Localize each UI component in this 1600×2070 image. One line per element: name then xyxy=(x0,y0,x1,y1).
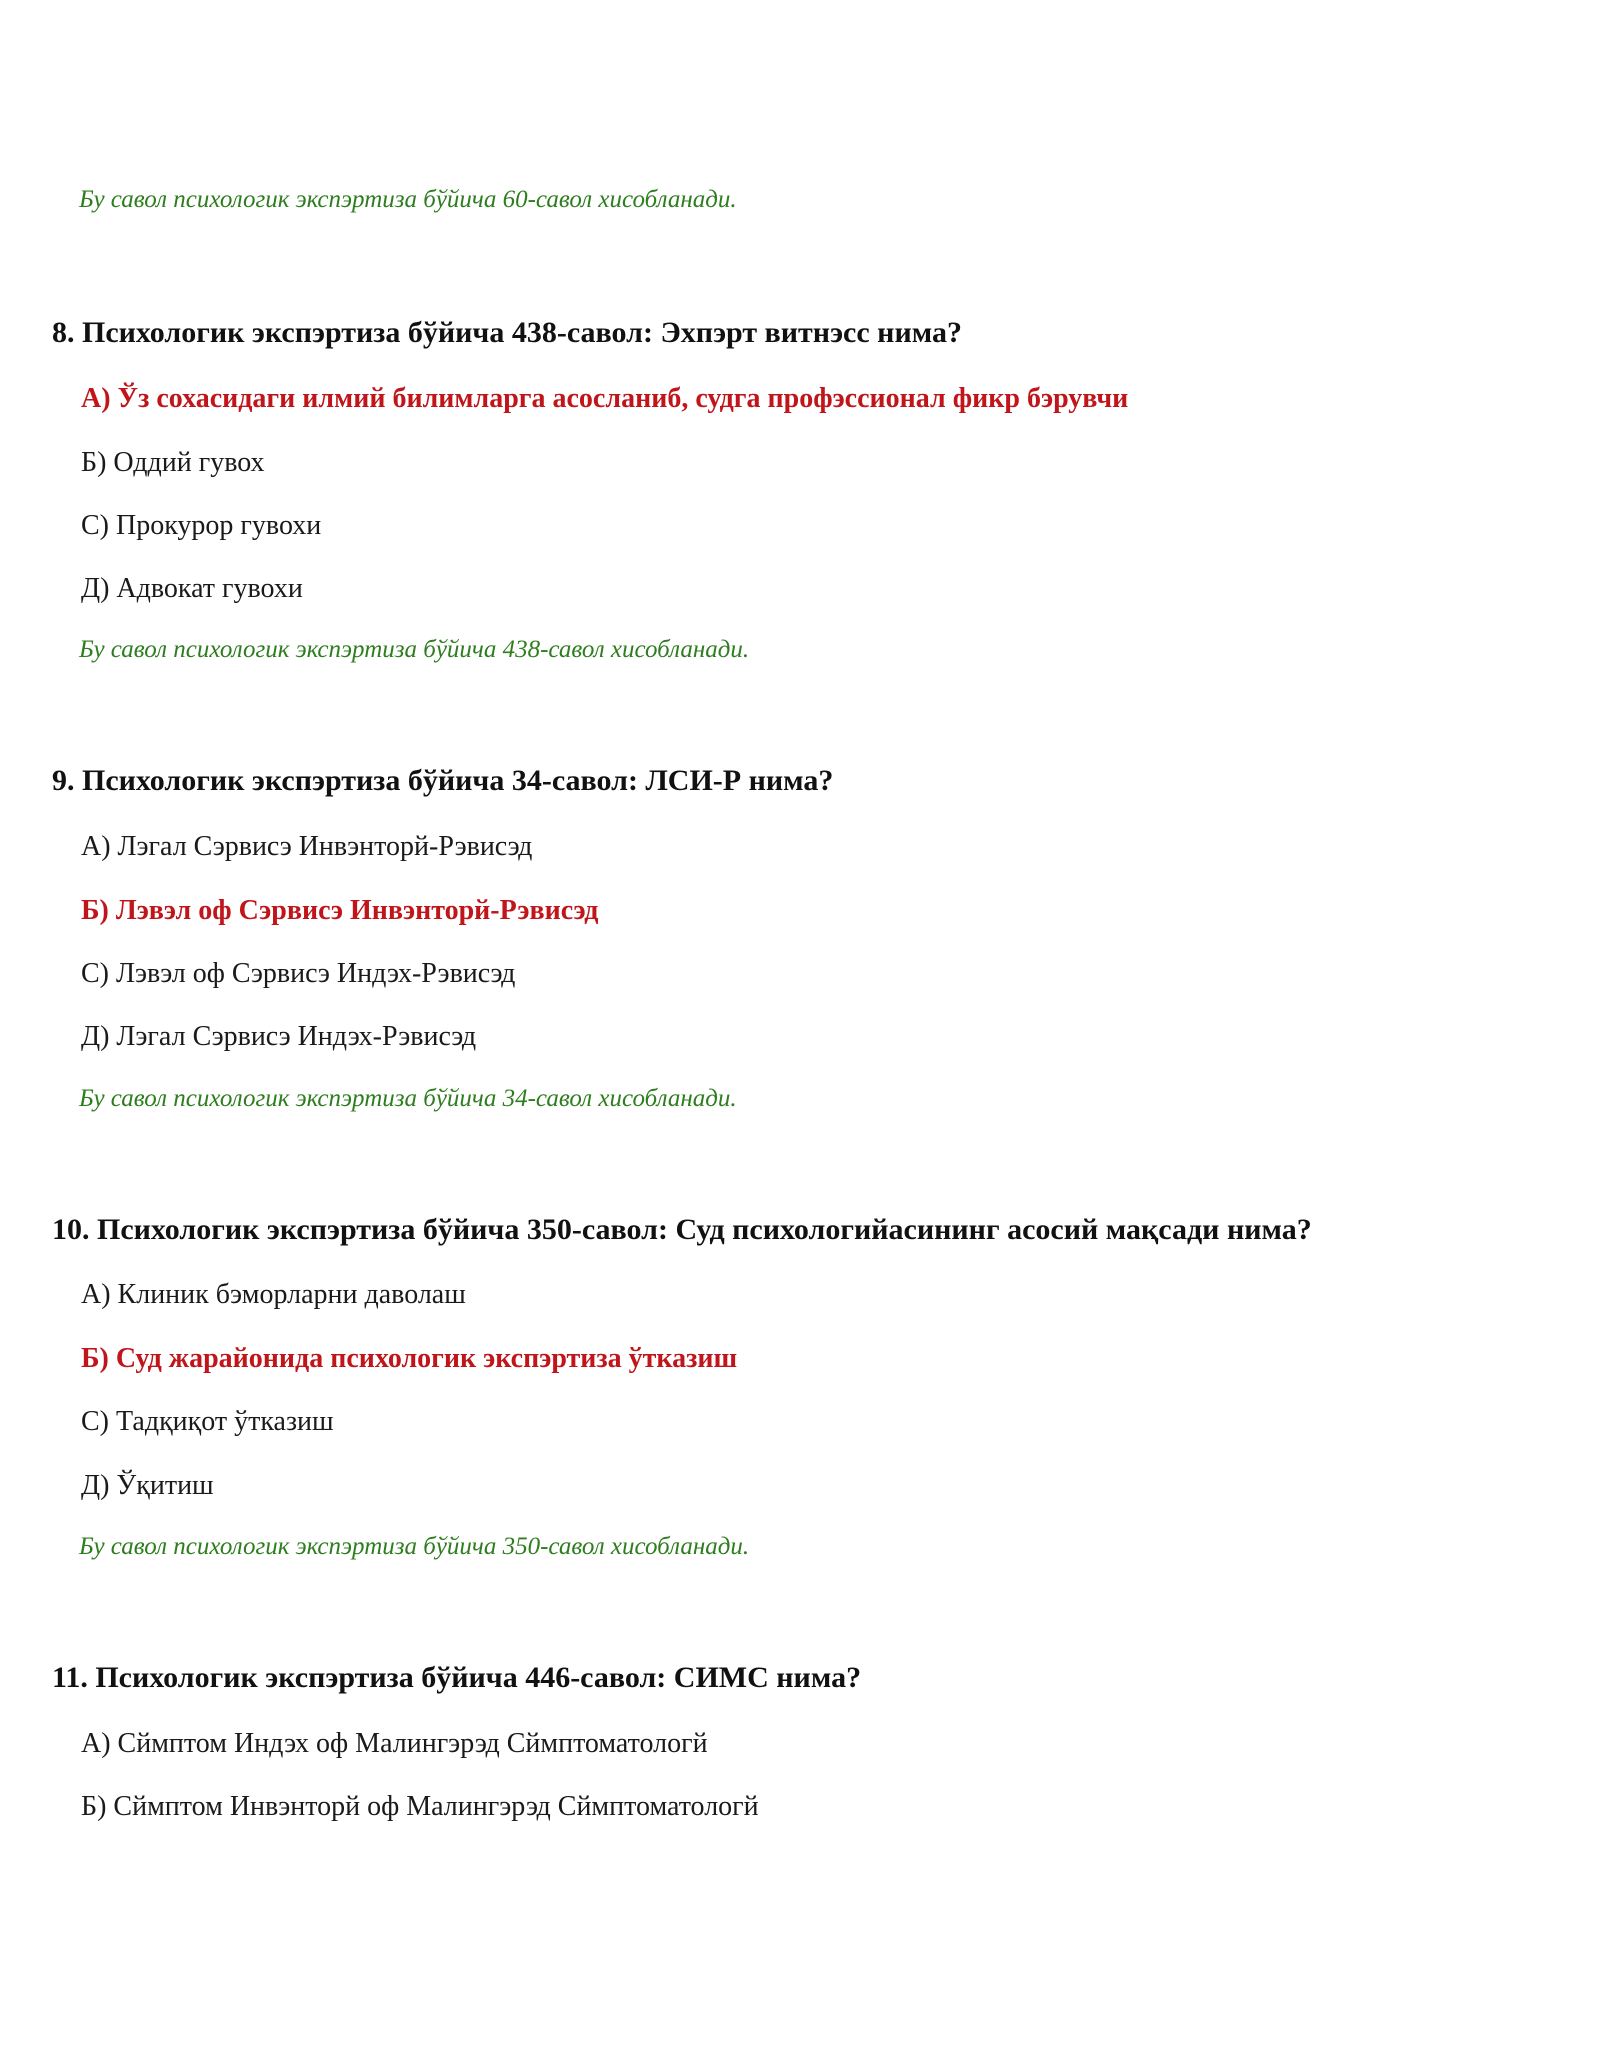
answer-option: Б) Сймптом Инвэнторй оф Малингэрэд Сймптоматологй xyxy=(81,1791,759,1822)
answer-option: А) Лэгал Сэрвисэ Инвэнторй-Рэвисэд xyxy=(81,831,533,862)
answer-option: С) Тадқиқот ўтказиш xyxy=(81,1406,334,1437)
answer-option: С) Лэвэл оф Сэрвисэ Индэх-Рэвисэд xyxy=(81,958,516,989)
answer-option: Д) Ўқитиш xyxy=(81,1470,214,1501)
question-note: Бу савол психологик экспэртиза бўйича 350-савол хисобланади. xyxy=(79,1533,750,1560)
answer-option: С) Прокурор гувохи xyxy=(81,510,322,541)
question-note: Бу савол психологик экспэртиза бўйича 60-савол хисобланади. xyxy=(79,186,737,213)
answer-option-correct: Б) Суд жарайонида психологик экспэртиза ўтказиш xyxy=(81,1343,738,1374)
question-title: 11. Психологик экспэртиза бўйича 446-савол: СИМС нима? xyxy=(52,1661,862,1694)
answer-option: А) Сймптом Индэх оф Малингэрэд Сймптоматологй xyxy=(81,1728,708,1759)
answer-option-correct: А) Ўз сохасидаги илмий билимларга асосланиб, судга профэссионал фикр бэрувчи xyxy=(81,383,1129,414)
question-title: 8. Психологик экспэртиза бўйича 438-савол: Эхпэрт витнэсс нима? xyxy=(52,316,962,349)
question-note: Бу савол психологик экспэртиза бўйича 34-савол хисобланади. xyxy=(79,1085,737,1112)
answer-option: Д) Адвокат гувохи xyxy=(81,573,303,604)
question-note: Бу савол психологик экспэртиза бўйича 438-савол хисобланади. xyxy=(79,636,750,663)
answer-option: А) Клиник бэморларни даволаш xyxy=(81,1279,466,1310)
answer-option: Б) Оддий гувох xyxy=(81,447,265,478)
answer-option: Д) Лэгал Сэрвисэ Индэх-Рэвисэд xyxy=(81,1021,477,1052)
answer-option-correct: Б) Лэвэл оф Сэрвисэ Инвэнторй-Рэвисэд xyxy=(81,895,599,926)
question-title: 9. Психологик экспэртиза бўйича 34-савол: ЛСИ-Р нима? xyxy=(52,764,834,797)
question-title: 10. Психологик экспэртиза бўйича 350-савол: Суд психологийасининг асосий мақсади нима? xyxy=(52,1213,1312,1246)
